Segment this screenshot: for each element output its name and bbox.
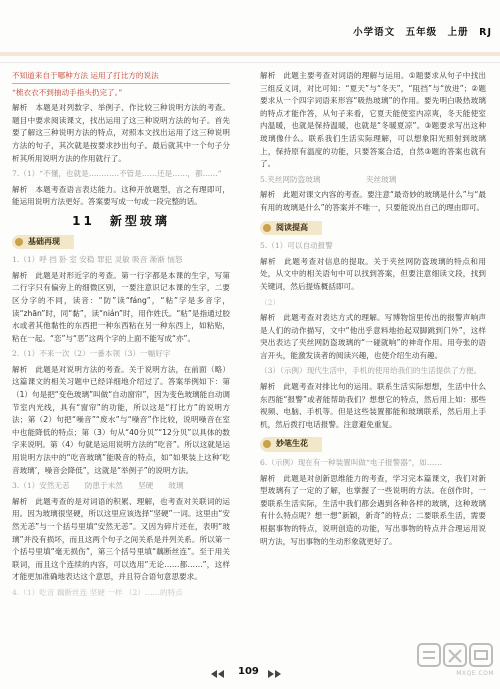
explanation-paragraph: 解析 此题考查对排比句的运用。联系生活实际想想，生活中什么东西能“报警”或者能帮助我们？想想它的特点，然后用上如：那些视频、电脑、手机等。但是这些装置都能和玻璃联系，然后用上手机，然后拨打电话报警。注意避免重复。 bbox=[260, 382, 486, 429]
lesson-title: 11 新型玻璃 bbox=[72, 213, 170, 228]
answer-line: 5.夹丝网防盗玻璃 夹丝玻璃 bbox=[260, 174, 397, 184]
answer-line: 7.（1）“不懂，也就是…………不管是……还是……，都……” bbox=[12, 169, 222, 179]
explanation-paragraph: 解析 此题是对说明方法的考查。关于说明方法，在前面（略）这篇课文的相关习题中已经详细地介绍过了。答案举例如下：第（1）句是把“变色玻璃”叫做“自动窗帘”，因为变色玻璃能自动调节室内光线，具有“窗帘”的功能，所以这是“打比方”的说明方法；第（2）句把“噪音”“废水”与“噪音”作比较，说明噪音在室中也能降低的特点；第（3）句从“40分贝”“12分贝”以具体的数字来说明。第（4）句就是运用说明方法的“吃音”。所以这就是运用说明方法中的“吃音玻璃”能吸音的特点，如“如果装上这种‘吃音玻璃’，噪音会降低”，这就是“举例子”的说明方法。 bbox=[12, 364, 230, 475]
answer-line: （2） bbox=[260, 297, 281, 307]
section-heading-basic: 基础再现 bbox=[12, 235, 74, 250]
page-number: 109 bbox=[238, 666, 259, 677]
answer-line: （3）（示例）现代生活中，手机的使用给我们的生活提供了方便。 bbox=[260, 366, 482, 376]
top-fragment-1: 不知道来自于哪种方法 运用了打比方的说法 bbox=[12, 70, 230, 84]
top-fragment-2: “梳衣衣不到抽动手指头扔完了。” bbox=[12, 87, 123, 97]
vocab-answer-row: 1.（1）呼 挡 卧 室 安稳 罪犯 灵敏 吸音 渐渐 恼怒 bbox=[12, 255, 183, 265]
explanation-paragraph: 解析 此题是对形近字的考查。第一行字都是本课的生字，写第二行字只有偏旁上的细微区别，一要注意识记本课的生字，二要区分字的不同，读音：“防”读“fáng”，“粘”字是多音字，读“zhān”时，同“黏”，读“nián”时，用作姓氏。“粘”是指通过胶水或者其他黏性的东西把一种东西粘在另一种东西上，如粘贴，粘在一起。“恋”与“恶”这两个字的上面不能写成“亦”。 bbox=[12, 270, 230, 343]
watermark-icon bbox=[416, 640, 494, 670]
explanation-paragraph: 解析 此题是对创新思维能力的考查，学习完本篇课文，我们对新型玻璃有了一定的了解，也掌握了一些说明的方法。在创作时，一要联系生活实际，生活中我们都会遇到各种各样的玻璃，这种玻璃有什么特点呢？想一想“新颖，新奇”的特点；二要联系生活，需要根据事物的特点，说明创造的功能，写出事物的特点并合理运用说明方法，写出事物的生动形象就更好了。 bbox=[260, 473, 486, 546]
section-heading-writing: 妙笔生花 bbox=[260, 437, 322, 452]
section-heading-reading: 阅读提高 bbox=[260, 221, 322, 236]
explanation-paragraph: 解析 本题是对列数字、举例子、作比较三种说明方法的考查。题目中要求阅读课文，找出运用了这三种说明方法的句子。首先要了解这三种说明方法的特点，对照本文找出运用了这三种说明方法的句子，其次就是按要求抄出句子。最后就其中一个句子分析其所用说明方法的作用就行了。 bbox=[12, 103, 230, 163]
explanation-paragraph: 解析 此题考查对信息的提取。关于夹丝网防盗玻璃的特点和用处，从文中的相关语句中可以找到答案，但要注意细读文段，找到关键词，然后提炼概括即可。 bbox=[260, 256, 486, 291]
answer-line: 2.（1）不来一次（2）一番本领（3）一幅好字 bbox=[12, 349, 171, 359]
explanation-paragraph: 解析 此题对课文内容的考查。要注意“最奇妙的玻璃是什么”与“最有用的玻璃是什么”的答案并不唯一，只要能说出自己的理由即可。 bbox=[260, 190, 486, 212]
page-header bbox=[0, 0, 500, 63]
explanation-paragraph: 解析 本题考查语言表达能力。这种开放题型，言之有理即可，能运用说明方法更好。答案要写成一句或一段完整的话。 bbox=[12, 184, 230, 207]
prev-arrow-icon bbox=[211, 670, 217, 678]
left-column bbox=[12, 70, 230, 660]
answer-line: 5.（1）可以自动报警 bbox=[260, 241, 333, 251]
header-divider bbox=[0, 52, 500, 56]
watermark-logo bbox=[416, 640, 494, 684]
right-column bbox=[260, 70, 486, 660]
explanation-paragraph: 解析 此题考查对表达方式的理解。写博物馆里传出的报警声响声是人们的动作描写，文中“他出乎意料地抬起双脚跳到门外”，这样突出表达了夹丝网防盗玻璃的“一碰就响”的神奇作用。用夸张的语言开头，能激发读者的阅读兴趣，也使介绍生动有趣。 bbox=[260, 313, 486, 360]
answer-line: 6.（示例）现在有一种装置叫做“电子报警器”，如…… bbox=[260, 458, 443, 468]
answer-line: 3.（1）安然无恙 防患于未然 坚硬 玻璃 bbox=[12, 481, 184, 491]
header-title: 小学语文 五年级 上册 RJ bbox=[353, 27, 492, 38]
answer-line: 4.（1）吃音 藕断丝连 坚硬 一样 （2）……的特点 bbox=[12, 587, 183, 597]
watermark-text: MXQE.COM bbox=[456, 670, 494, 677]
explanation-paragraph: 解析 此题主要考查对词语的理解与运用。①题要求从句子中找出三组反义词，对比可知：“夏天”与“冬天”，“阻挡”与“放进”；②题要求从一个四字词语来形容“吸热玻璃”的作用。要先明白吸热玻璃的特点才能作答，从句子来看，它夏天能使室内凉爽，冬天能使室内温暖，也就是保持温暖，也就是“冬暖夏凉”。③题要求写出这种玻璃像什么。联系我们生活实际理解，可以想象阳光照射到玻璃上，保持原有温度的功能，只要答案合适，自然③题的答案也就有了。 bbox=[260, 71, 486, 169]
explanation-paragraph: 解析 此题考查的是对词语的积累、理解，也考查对关联词的运用。因为玻璃很坚硬，所以这里应该选择“坚硬”一词。这里由“安然无恙”与一个括号里填“安然无恙”。又因为碎片还在，表明“玻璃”并没有损坏，而且这两个句子之间关系是并列关系。所以第一个括号里填“毫无损伤”，第三个括号里填“藕断丝连”。至于用关联词，而且这个连续的内容，可以选用“无论……都……”，这样才能更加准确地表达这个意思，并且符合语句意思要求。 bbox=[12, 496, 230, 582]
next-arrow-icon bbox=[268, 670, 274, 678]
prev-arrow-icon bbox=[218, 670, 224, 678]
next-arrow-icon bbox=[275, 670, 281, 678]
